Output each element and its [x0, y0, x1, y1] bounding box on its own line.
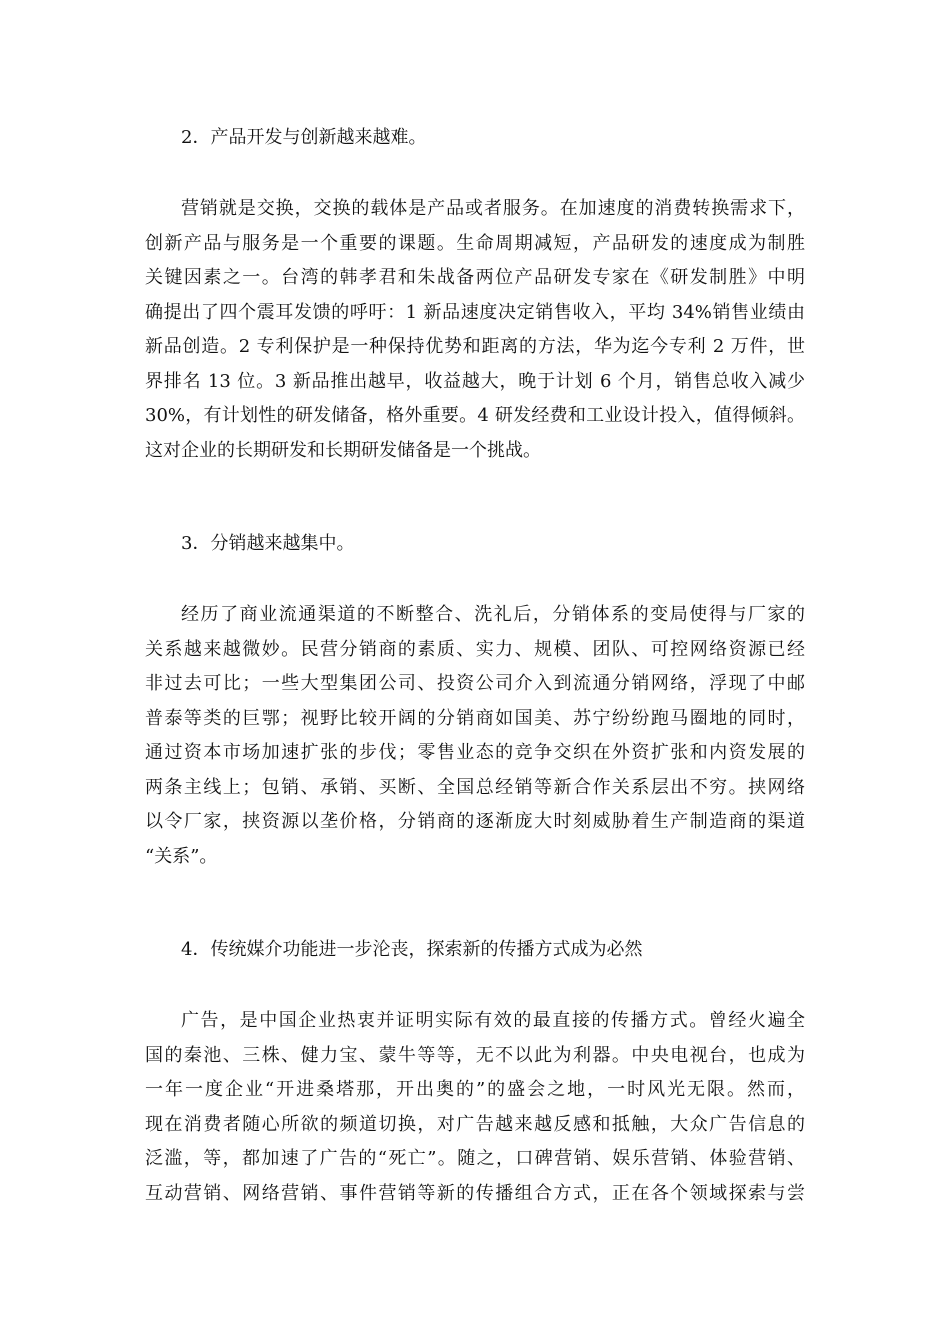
paragraph-line: 关系越来越微妙。民营分销商的素质、实力、规模、团队、可控网络资源已经: [145, 638, 805, 660]
paragraph-line: 两条主线上；包销、承销、买断、全国总经销等新合作关系层出不穷。挟网络: [145, 776, 805, 798]
section-heading-4: 4．传统媒介功能进一步沦丧，探索新的传播方式成为必然: [181, 939, 643, 960]
paragraph-line: 现在消费者随心所欲的频道切换，对广告越来越反感和抵触，大众广告信息的: [145, 1113, 805, 1135]
paragraph-line: 新品创造。2 专利保护是一种保持优势和距离的方法，华为迄今专利 2 万件，世: [145, 336, 805, 357]
paragraph-line: 互动营销、网络营销、事件营销等新的传播组合方式，正在各个领域探索与尝: [145, 1182, 805, 1204]
paragraph-distribution: [145, 598, 805, 874]
paragraph-product-development: [145, 192, 805, 468]
paragraph-line: 广告，是中国企业热衷并证明实际有效的最直接的传播方式。曾经火遍全: [181, 1010, 805, 1031]
paragraph-line: 确提出了四个震耳发馈的呼吁：1 新品速度决定销售收入，平均 34%销售业绩由: [145, 301, 805, 323]
paragraph-line: “关系”。: [145, 845, 218, 867]
paragraph-media: [145, 1004, 805, 1211]
paragraph-line: 国的秦池、三株、健力宝、蒙牛等等，无不以此为利器。中央电视台，也成为: [145, 1044, 805, 1066]
section-heading-2: 2．产品开发与创新越来越难。: [181, 127, 427, 148]
paragraph-line: 经历了商业流通渠道的不断整合、洗礼后，分销体系的变局使得与厂家的: [181, 604, 805, 625]
paragraph-line: 界排名 13 位。3 新品推出越早，收益越大，晚于计划 6 个月，销售总收入减少: [145, 370, 805, 392]
paragraph-line: 这对企业的长期研发和长期研发储备是一个挑战。: [145, 439, 541, 461]
paragraph-line: 营销就是交换，交换的载体是产品或者服务。在加速度的消费转换需求下，: [181, 198, 805, 219]
paragraph-line: 以令厂家，挟资源以垄价格，分销商的逐渐庞大时刻威胁着生产制造商的渠道: [145, 811, 805, 832]
paragraph-line: 关键因素之一。台湾的韩孝君和朱战备两位产品研发专家在《研发制胜》中明: [145, 267, 805, 288]
section-heading-3: 3．分销越来越集中。: [181, 533, 355, 554]
paragraph-line: 泛滥，等，都加速了广告的“死亡”。随之，口碑营销、娱乐营销、体验营销、: [145, 1148, 805, 1169]
paragraph-line: 普泰等类的巨鄂；视野比较开阔的分销商如国美、苏宁纷纷跑马圈地的同时，: [145, 707, 805, 729]
paragraph-line: 一年一度企业“开进桑塔那，开出奥的”的盛会之地，一时风光无限。然而，: [145, 1079, 805, 1100]
paragraph-line: 非过去可比；一些大型集团公司、投资公司介入到流通分销网络，浮现了中邮: [145, 673, 805, 694]
paragraph-line: 创新产品与服务是一个重要的课题。生命周期减短，产品研发的速度成为制胜: [145, 232, 805, 254]
paragraph-line: 30%，有计划性的研发储备，格外重要。4 研发经费和工业设计投入，值得倾斜。: [145, 405, 805, 426]
paragraph-line: 通过资本市场加速扩张的步伐；零售业态的竞争交织在外资扩张和内资发展的: [145, 742, 805, 763]
